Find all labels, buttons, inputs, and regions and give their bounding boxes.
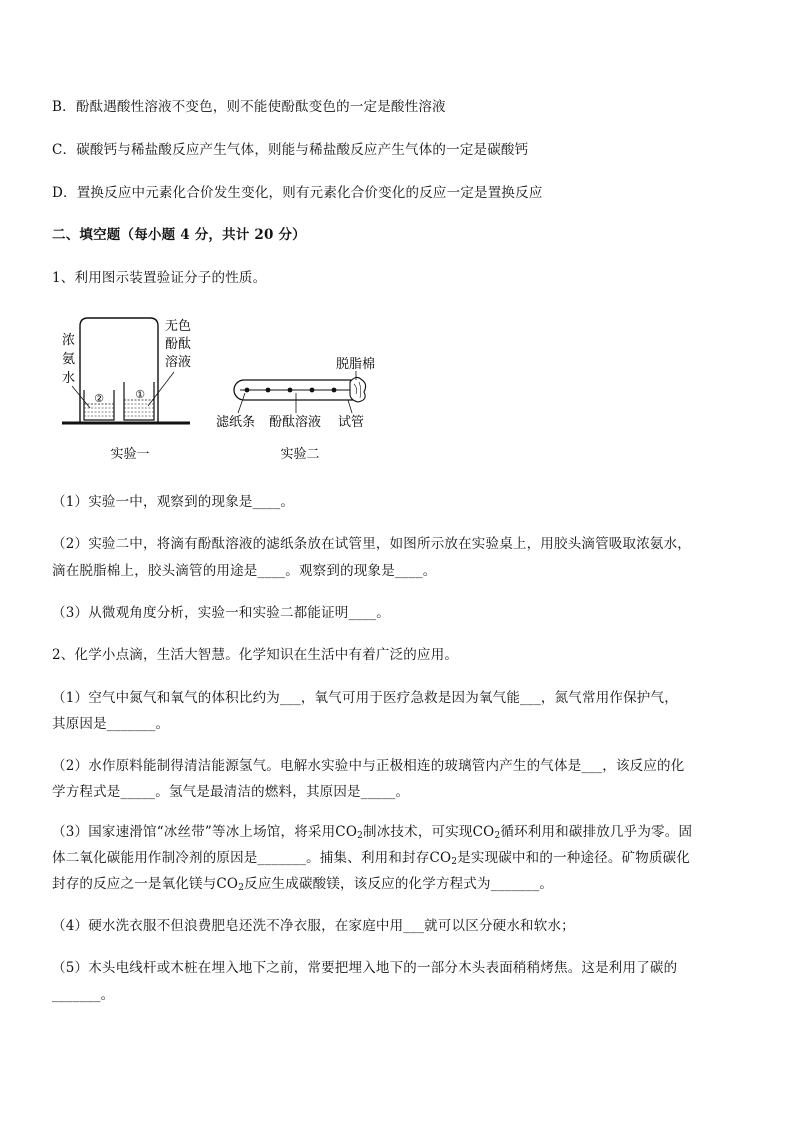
filter-strip-label: 滤纸条 — [216, 415, 256, 430]
q2-part5-line2: _______。 — [52, 987, 115, 1003]
exp1-caption: 实验一 — [110, 447, 150, 462]
phenol-label-2: 酚酞 — [165, 337, 192, 352]
test-tube-label: 试管 — [338, 415, 365, 430]
ammonia-leader — [72, 386, 90, 408]
q1-part3: （3）从微观角度分析，实验一和实验二都能证明____。 — [52, 605, 390, 621]
option-c: C．碳酸钙与稀盐酸反应产生气体，则能与稀盐酸反应产生气体的一定是碳酸钙 — [52, 142, 529, 158]
q1-stem: 1、利用图示装置验证分子的性质。 — [52, 270, 267, 286]
q2-part4: （4）硬水洗衣服不但浪费肥皂还洗不净衣服，在家庭中用___就可以区分硬水和软水； — [52, 918, 575, 934]
beaker-2-label: ② — [94, 392, 104, 405]
q2-stem: 2、化学小点滴，生活大智慧。化学知识在生活中有着广泛的应用。 — [52, 647, 459, 663]
experiment-figure — [40, 310, 400, 470]
bell-jar — [80, 318, 158, 422]
cotton-plug — [350, 377, 366, 402]
q2-part3-line2: 体二氧化碳能用作制冷剂的原因是_______。捕集、利用和封存$CO_2$是实现碳中和的一种途径。矿物质碳化 — [52, 850, 691, 867]
ammonia-label-3: 水 — [62, 371, 76, 386]
section-heading: 二、填空题（每小题 4 分，共计 20 分） — [52, 227, 306, 243]
q2-part2-line1: （2）水作原料能制得清洁能源氢气。电解水实验中与正极相连的玻璃管内产生的气体是___，该反应的化 — [52, 758, 685, 774]
q2-part1-line2: 其原因是_______。 — [52, 716, 170, 732]
q2-part2-line2: 学方程式是_____。氢气是最清洁的燃料，其原因是_____。 — [52, 784, 410, 800]
ammonia-label-1: 浓 — [62, 333, 76, 348]
ammonia-label-2: 氨 — [62, 352, 76, 367]
option-d: D．置换反应中元素化合价发生变化，则有元素化合价变化的反应一定是置换反应 — [52, 185, 543, 201]
q2-part3-line3: 封存的反应之一是氧化镁与$CO_2$反应生成碳酸镁，该反应的化学方程式为_______。 — [52, 876, 554, 893]
q2-part1-line1: （1）空气中氮气和氧气的体积比约为___，氧气可用于医疗急救是因为氧气能___，氮气常用作保护气， — [52, 690, 678, 706]
q2-part3-line1: （3）国家速滑馆“冰丝带”等冰上场馆，将采用$CO_2$制冰技术，可实现$CO_2$循环利用和碳排放几乎为零。固 — [52, 824, 693, 841]
cotton-label: 脱脂棉 — [336, 357, 376, 372]
q1-part2-line2: 滴在脱脂棉上，胶头滴管的用途是____。观察到的现象是____。 — [52, 563, 437, 579]
exp2-caption: 实验二 — [280, 447, 320, 462]
option-b: B．酚酞遇酸性溶液不变色，则不能使酚酞变色的一定是酸性溶液 — [52, 99, 446, 115]
q1-part1: （1）实验一中，观察到的现象是____。 — [52, 494, 295, 510]
beaker-1-label: ① — [135, 388, 145, 401]
phenol-label-3: 溶液 — [165, 355, 192, 370]
phenol-leader — [148, 372, 174, 406]
filter-strip-leader — [238, 393, 245, 413]
q1-part2-line1: （2）实验二中，将滴有酚酞溶液的滤纸条放在试管里，如图所示放在实验桌上，用胶头滴管吸取浓氨水， — [52, 536, 691, 552]
phenol-solution-label: 酚酞溶液 — [269, 415, 322, 430]
test-tube-leader — [348, 400, 352, 413]
q2-part5-line1: （5）木头电线杆或木桩在埋入地下之前，常要把埋入地下的一部分木头表面稍稍烤焦。这是利用了碳的 — [52, 960, 678, 976]
phenol-label-1: 无色 — [165, 319, 192, 334]
